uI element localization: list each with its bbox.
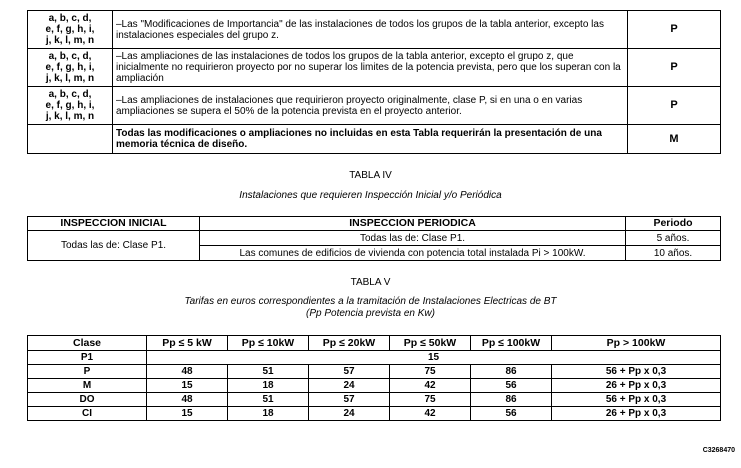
inspection-table	[27, 216, 721, 261]
class-cell: P	[628, 11, 721, 49]
table-row	[28, 231, 721, 246]
table-row	[28, 407, 721, 421]
value-cell: 18	[228, 379, 309, 393]
header-initial: INSPECCION INICIAL	[28, 217, 200, 231]
table-row	[28, 393, 721, 407]
header-col: Pp ≤ 50kW	[390, 336, 471, 351]
table-v-subtitle-2: (Pp Potencia prevista en Kw)	[306, 308, 435, 319]
value-cell: 24	[309, 379, 390, 393]
value-cell: 75	[390, 393, 471, 407]
header-col: Pp ≤ 5 kW	[147, 336, 228, 351]
header-clase: Clase	[28, 336, 147, 351]
value-cell: 48	[147, 365, 228, 379]
groups-cell: a, b, c, d, e, f, g, h, i, j, k, l, m, n	[28, 87, 113, 125]
value-cell: 26 + Pp x 0,3	[552, 407, 721, 421]
value-cell: 56	[471, 379, 552, 393]
initial-cell: Todas las de: Clase P1.	[28, 231, 200, 261]
value-cell: 56 + Pp x 0,3	[552, 393, 721, 407]
header-col: Pp ≤ 100kW	[471, 336, 552, 351]
table-row	[28, 365, 721, 379]
class-cell: P	[628, 49, 721, 87]
description-cell: Todas las modificaciones o ampliaciones no incluidas en esta Tabla requerirán la presentación de una memoria técnica de diseño.	[113, 125, 628, 154]
clase-cell: M	[28, 379, 147, 393]
classification-table	[27, 10, 721, 154]
value-cell: 86	[471, 365, 552, 379]
empty-cell	[28, 125, 113, 154]
value-cell: 24	[309, 407, 390, 421]
periodic-cell: Todas las de: Clase P1.	[200, 231, 626, 246]
table-v-subtitle-1: Tarifas en euros correspondientes a la tramitación de Instalaciones Electricas de BT	[184, 296, 557, 307]
clase-cell: P1	[28, 351, 147, 365]
header-col: Pp > 100kW	[552, 336, 721, 351]
value-cell: 86	[471, 393, 552, 407]
value-cell: 56 + Pp x 0,3	[552, 365, 721, 379]
value-cell: 15	[147, 379, 228, 393]
value-cell: 75	[390, 365, 471, 379]
groups-cell: a, b, c, d, e, f, g, h, i, j, k, l, m, n	[28, 49, 113, 87]
header-period: Periodo	[626, 217, 721, 231]
description-cell: –Las "Modificaciones de Importancia" de las instalaciones de todos los grupos de la tabla anterior, excepto las instalaciones especiales del grupo z.	[113, 11, 628, 49]
table-row	[28, 11, 721, 49]
table-row	[28, 379, 721, 393]
value-cell: 26 + Pp x 0,3	[552, 379, 721, 393]
header-col: Pp ≤ 20kW	[309, 336, 390, 351]
table-row	[28, 87, 721, 125]
class-cell: M	[628, 125, 721, 154]
header-row	[28, 217, 721, 231]
value-cell: 42	[390, 379, 471, 393]
value-cell: 15	[147, 407, 228, 421]
groups-cell: a, b, c, d, e, f, g, h, i, j, k, l, m, n	[28, 11, 113, 49]
periodic-cell: Las comunes de edificios de vivienda con potencia total instalada Pi > 100kW.	[200, 246, 626, 261]
value-cell: 48	[147, 393, 228, 407]
value-cell: 15	[147, 351, 721, 365]
fees-table	[27, 335, 721, 421]
description-cell: –Las ampliaciones de instalaciones que requirieron proyecto originalmente, clase P, si en una o en varias ampliaciones se supera el 50% de la potencia prevista en el proyecto anterior.	[113, 87, 628, 125]
clase-cell: P	[28, 365, 147, 379]
clase-cell: DO	[28, 393, 147, 407]
period-cell: 5 años.	[626, 231, 721, 246]
class-cell: P	[628, 87, 721, 125]
header-row	[28, 336, 721, 351]
clase-cell: CI	[28, 407, 147, 421]
table-v-title: TABLA V	[350, 277, 391, 288]
table-row	[28, 125, 721, 154]
table-iv-subtitle: Instalaciones que requieren Inspección Inicial y/o Periódica	[239, 190, 502, 201]
header-periodic: INSPECCION PERIODICA	[200, 217, 626, 231]
table-row	[28, 49, 721, 87]
value-cell: 42	[390, 407, 471, 421]
table-row	[28, 351, 721, 365]
description-cell: –Las ampliaciones de las instalaciones de todos los grupos de la tabla anterior, excepto el grupo z, que inicialmente no requirieron proyecto por no superar los limites de la potencia prevista, pero que los superan con la ampliación	[113, 49, 628, 87]
value-cell: 56	[471, 407, 552, 421]
value-cell: 18	[228, 407, 309, 421]
value-cell: 51	[228, 393, 309, 407]
value-cell: 57	[309, 393, 390, 407]
value-cell: 51	[228, 365, 309, 379]
header-col: Pp ≤ 10kW	[228, 336, 309, 351]
period-cell: 10 años.	[626, 246, 721, 261]
table-iv-title: TABLA IV	[349, 170, 392, 181]
document-code: C3268470	[702, 447, 735, 454]
value-cell: 57	[309, 365, 390, 379]
